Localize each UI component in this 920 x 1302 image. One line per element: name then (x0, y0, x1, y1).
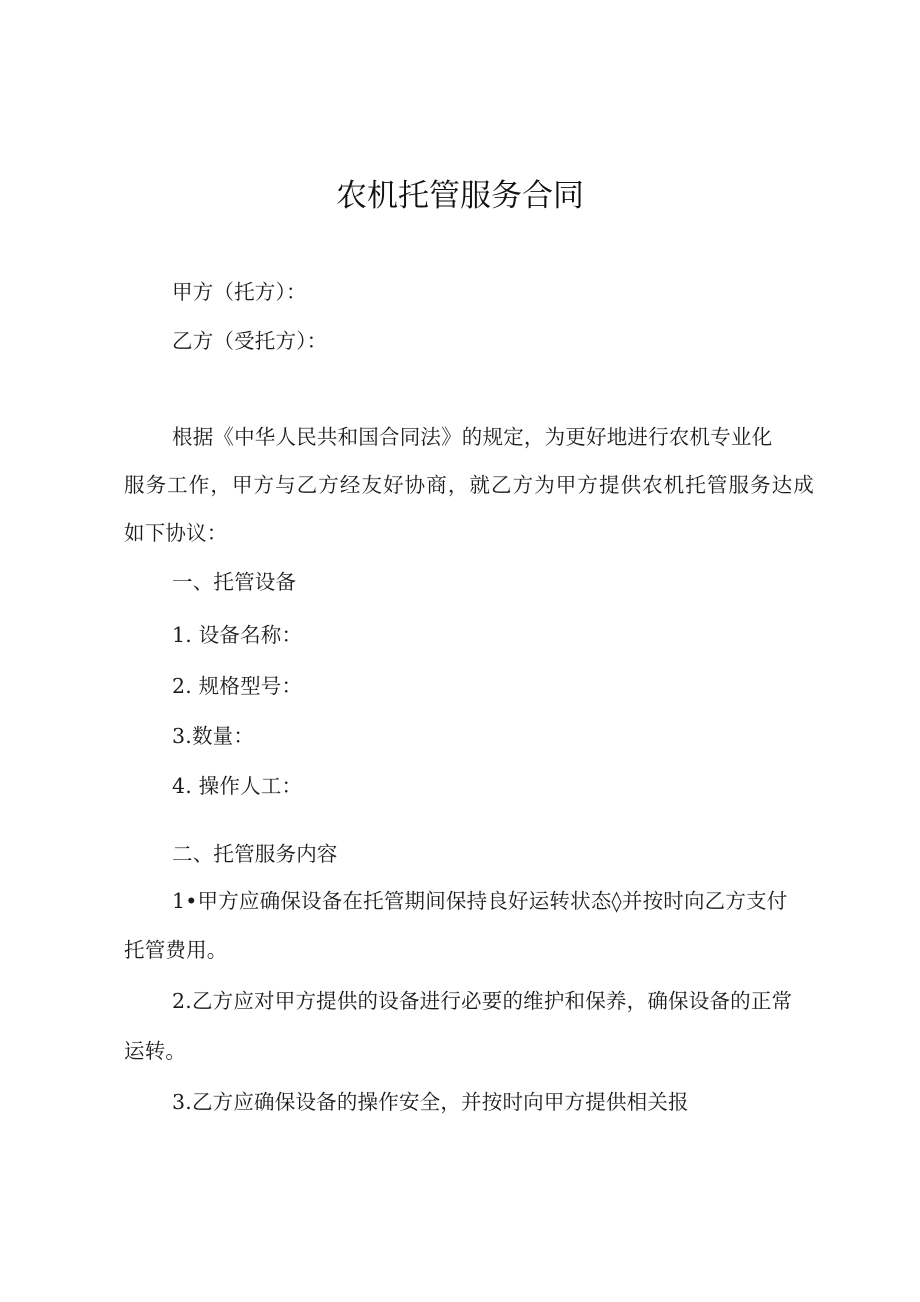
preamble-line-2: 服务工作，甲方与乙方经友好协商，就乙方为甲方提供农机托管服务达成 (124, 473, 814, 497)
preamble-line-3: 如下协议： (124, 521, 228, 545)
preamble-line-1: 根据《中华人民共和国合同法》的规定，为更好地进行农机专业化 (172, 425, 773, 449)
section-2-heading: 二、托管服务内容 (172, 842, 338, 866)
clause-2-line-2: 运转。 (124, 1039, 187, 1063)
quantity-item: 3.数量： (172, 724, 255, 748)
spec-model-item: 2. 规格型号： (172, 674, 303, 698)
clause-1-line-2: 托管费用。 (124, 938, 228, 962)
section-1-heading: 一、托管设备 (172, 570, 297, 594)
clause-1-line-1: 1•甲方应确保设备在托管期间保持良好运转状态◊并按时向乙方支付 (172, 889, 788, 913)
document-title: 农机托管服务合同 (336, 178, 584, 214)
clause-2-line-1: 2.乙方应对甲方提供的设备进行必要的维护和保养，确保设备的正常 (172, 989, 793, 1013)
operator-labor-item: 4. 操作人工： (172, 774, 303, 798)
party-a-label: 甲方（托方）： (172, 280, 307, 304)
clause-3-line-1: 3.乙方应确保设备的操作安全，并按时向甲方提供相关报 (172, 1090, 689, 1114)
equipment-name-item: 1. 设备名称： (172, 623, 303, 647)
party-b-label: 乙方（受托方）： (172, 329, 328, 353)
